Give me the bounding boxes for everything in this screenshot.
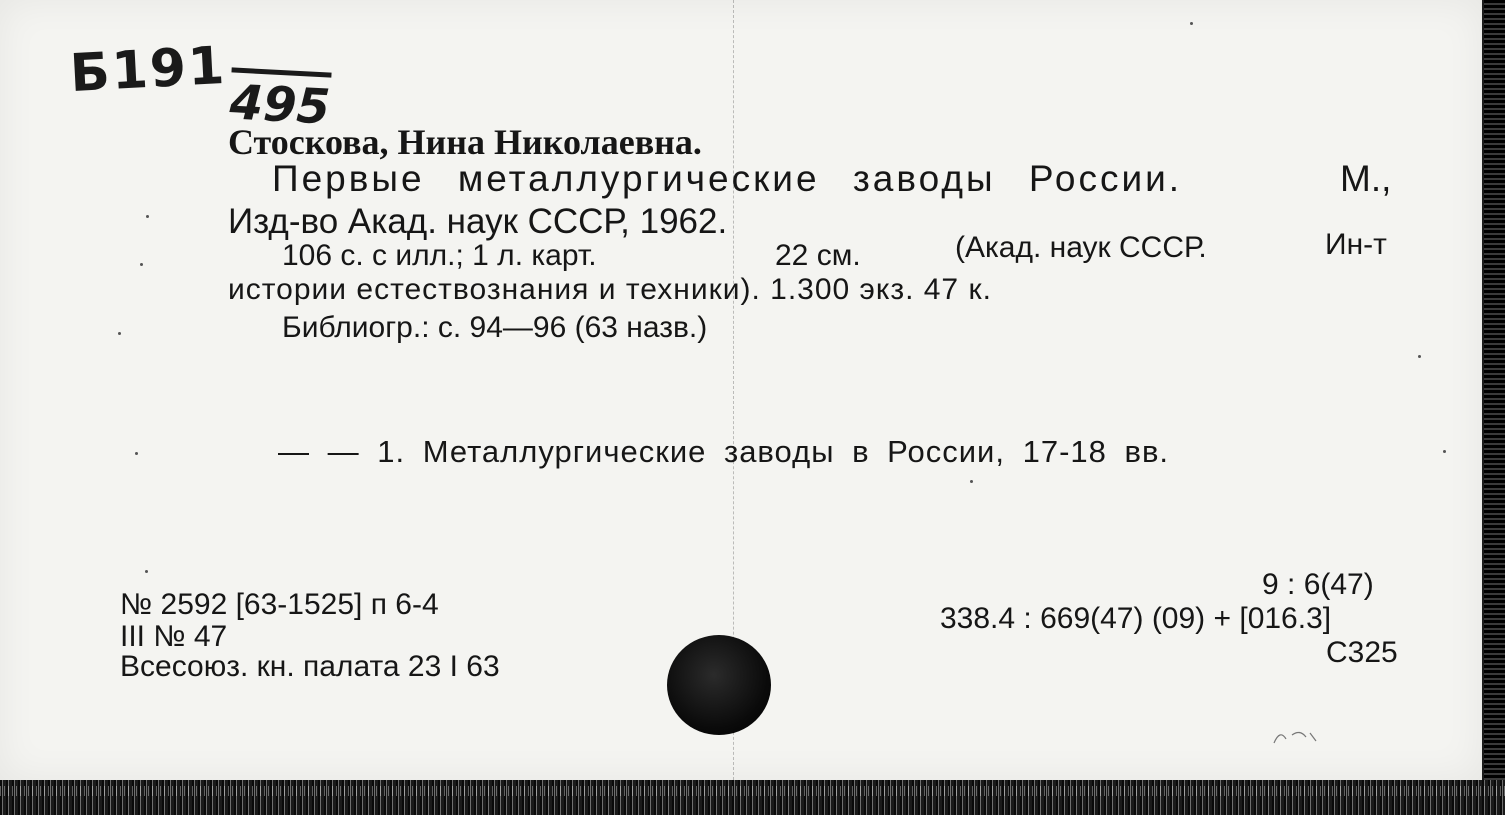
author-heading: Стоскова, Нина Николаевна. xyxy=(228,122,702,162)
publisher-line: Изд-во Акад. наук СССР, 1962. xyxy=(228,202,728,241)
publication-place: М., xyxy=(1340,158,1392,199)
paper-speck xyxy=(970,480,973,483)
series-statement: (Акад. наук СССР. xyxy=(955,231,1207,264)
bibliography-note: Библиогр.: с. 94—96 (63 назв.) xyxy=(282,311,708,344)
collation-size: 22 см. xyxy=(775,239,861,272)
collation-pages: 106 с. с илл.; 1 л. карт. xyxy=(282,239,597,272)
paper-speck xyxy=(1418,355,1421,358)
pencil-scribble xyxy=(1270,725,1320,747)
series-institute: Ин-т xyxy=(1325,228,1387,261)
book-title: Первые металлургические заводы России. xyxy=(272,158,1183,199)
scan-edge-right xyxy=(1484,0,1505,815)
paper-speck xyxy=(1443,450,1446,453)
author-mark: С325 xyxy=(1326,636,1398,669)
registration-number: № 2592 [63-1525] п 6-4 xyxy=(120,588,439,621)
classification-detail: 338.4 : 669(47) (09) + [016.3] xyxy=(940,602,1332,635)
paper-speck xyxy=(145,570,148,573)
paper-speck xyxy=(118,332,121,335)
registration-series: III № 47 xyxy=(120,620,228,653)
classification-main: 9 : 6(47) xyxy=(1262,568,1374,601)
series-continuation: истории естествознания и техники). 1.300 экз. 47 к. xyxy=(228,273,992,306)
scan-edge-bottom xyxy=(0,780,1505,815)
registration-chamber: Всесоюз. кн. палата 23 I 63 xyxy=(120,650,500,683)
paper-speck xyxy=(140,263,143,266)
paper-speck xyxy=(1190,22,1193,25)
subject-heading: — — 1. Металлургические заводы в России, 17-18 вв. xyxy=(278,434,1170,469)
handwritten-number: 495 xyxy=(228,67,331,135)
paper-speck xyxy=(135,452,138,455)
paper-speck xyxy=(146,215,149,218)
punch-hole xyxy=(667,635,771,735)
handwritten-code: Б191 xyxy=(68,35,228,105)
